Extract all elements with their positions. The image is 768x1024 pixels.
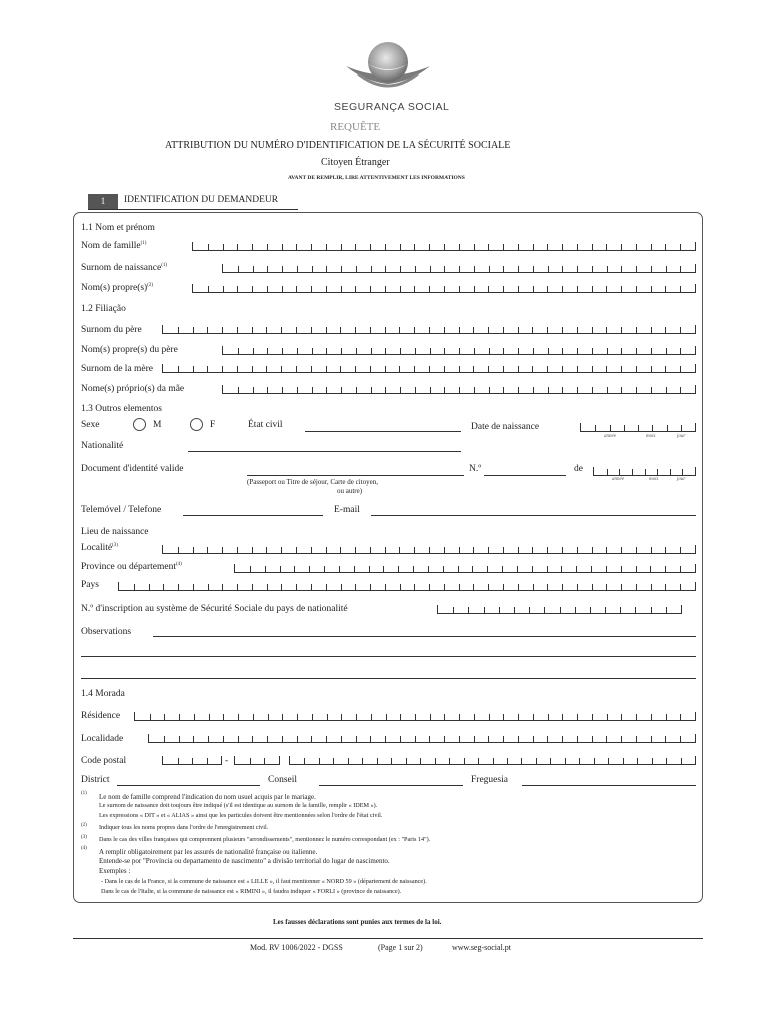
input-observations-3[interactable]: [81, 678, 696, 679]
input-email[interactable]: [371, 515, 696, 516]
label-surnom-naissance: Surnom de naissance$^{(1)}$: [81, 263, 168, 274]
label-annee: année: [604, 434, 616, 439]
label-observations: Observations: [81, 627, 132, 637]
input-surnom-naissance[interactable]: [222, 264, 696, 273]
note-1-marker: (1): [81, 791, 87, 796]
input-noms-propres[interactable]: [192, 284, 696, 293]
note-4-line-3: Exemples :: [99, 867, 131, 875]
note-3-line-1: Dans le cas des villes françaises qui comprennent plusieurs "arrondissements", mentionnez le numéro correspondant (ex : "Paris 14").: [99, 836, 431, 843]
document-hint-2: ou autre): [337, 487, 363, 495]
label-noms-propres-pere: Nom(s) propre(s) du père: [81, 345, 178, 355]
input-surnom-pere[interactable]: [162, 325, 696, 334]
legal-warning: Les fausses déclarations sont punies aux termes de la loi.: [273, 918, 442, 926]
label-noms-propres-mere: Nome(s) próprio(s) da mãe: [81, 384, 185, 394]
note-2-line-1: Indiquer tous les noms propres dans l'ordre de l'enregistrement civil.: [99, 824, 269, 831]
label-inscription: N.º d'inscription au système de Sécurité Sociale du pays de nationalité: [81, 604, 348, 614]
input-etat-civil[interactable]: [305, 431, 461, 432]
input-noms-propres-mere[interactable]: [222, 385, 696, 394]
label-residence: Résidence: [81, 711, 121, 721]
label-localite: Localité$^{(3)}$: [81, 543, 118, 554]
section-heading-filiation: 1.2 Filiação: [81, 304, 126, 314]
label-jour: jour: [677, 434, 686, 439]
label-district: District: [81, 775, 110, 785]
note-4-line-1: A remplir obligatoirement par les assurés de nationalité française ou italienne.: [99, 848, 318, 856]
input-localidade[interactable]: [148, 734, 696, 743]
page-title: ATTRIBUTION DU NUMÉRO D'IDENTIFICATION DE LA SÉCURITÉ SOCIALE: [165, 140, 511, 151]
label-nationalite: Nationalité: [81, 441, 124, 451]
label-sexe-m: M: [153, 420, 162, 430]
label-document: Document d'identité valide: [81, 464, 184, 474]
label-annee-doc: année: [612, 477, 624, 482]
label-de: de: [574, 464, 583, 474]
input-numero[interactable]: [484, 475, 566, 476]
input-surnom-mere[interactable]: [162, 364, 696, 373]
note-4-marker: (4): [81, 846, 87, 851]
note-4-line-5: Dans le cas de l'Italie, si la commune de naissance est « RIMINI », il faudra indiquer « FORLI » (province de naissance).: [101, 888, 402, 895]
radio-sexe-m[interactable]: [133, 418, 146, 431]
footer-rule: [73, 938, 703, 939]
label-sexe-f: F: [210, 420, 216, 430]
input-document[interactable]: [247, 475, 464, 476]
label-code-postal: Code postal: [81, 756, 127, 766]
section-title: IDENTIFICATION DU DEMANDEUR: [124, 195, 279, 205]
logo-text: SEGURANÇA SOCIAL: [334, 101, 450, 113]
input-date-document[interactable]: [593, 467, 696, 476]
label-conseil: Conseil: [268, 775, 298, 785]
instruction-text: AVANT DE REMPLIR, LIRE ATTENTIVEMENT LES INFORMATIONS: [288, 175, 465, 181]
footer-url: www.seg-social.pt: [452, 943, 512, 952]
note-1-line-1: Le nom de famille comprend l'indication du nom usuel acquis par le mariage.: [99, 793, 316, 801]
label-freguesia: Freguesia: [471, 775, 508, 785]
note-4-line-2: Entende-se por "Província ou departamento de nascimento" a divisão territorial do lugar de nascimento.: [99, 857, 390, 865]
page-subtitle: Citoyen Étranger: [321, 157, 390, 168]
input-localite[interactable]: [162, 545, 696, 554]
section-heading-morada: 1.4 Morada: [81, 689, 125, 699]
section-number: 1: [88, 194, 118, 209]
label-surnom-pere: Surnom du père: [81, 325, 142, 335]
document-hint-1: (Passeport ou Titre de séjour, Carte de citoyen,: [247, 478, 378, 486]
input-observations-2[interactable]: [81, 656, 696, 657]
requete-label: REQUÊTE: [330, 121, 381, 133]
footer-model: Mod. RV 1006/2022 - DGSS: [250, 943, 343, 952]
label-lieu-naissance: Lieu de naissance: [81, 527, 149, 537]
label-mois: mois: [646, 434, 656, 439]
input-district[interactable]: [117, 785, 260, 786]
code-postal-dash: -: [225, 756, 229, 766]
input-noms-propres-pere[interactable]: [222, 346, 696, 355]
note-1-line-2: Le surnom de naissance doit toujours être indiqué (s'il est identique au surnom de la famille, remplir « IDEM »).: [99, 802, 378, 809]
label-telephone: Telemóvel / Telefone: [81, 505, 162, 515]
label-province: Province ou département$^{(4)}$: [81, 562, 182, 573]
label-numero: N.º: [469, 464, 482, 474]
section-heading-outros: 1.3 Outros elementos: [81, 404, 163, 414]
label-pays: Pays: [81, 580, 99, 590]
seguranca-social-logo: [340, 40, 436, 102]
label-mois-doc: mois: [649, 477, 659, 482]
input-province[interactable]: [234, 564, 696, 573]
label-email: E-mail: [334, 505, 360, 515]
input-nom-famille[interactable]: [192, 242, 696, 251]
input-observations-1[interactable]: [153, 636, 696, 637]
label-nom-famille: Nom de famille$^{(1)}$: [81, 241, 147, 252]
input-code-postal-1[interactable]: [162, 756, 222, 765]
note-1-line-3: Les expressions « DIT » et « ALIAS » ainsi que les particules doivent être mentionnées selon l'ordre de l'état civil.: [99, 812, 383, 819]
radio-sexe-f[interactable]: [190, 418, 203, 431]
label-jour-doc: jour: [677, 477, 686, 482]
label-etat-civil: État civil: [248, 420, 283, 430]
input-inscription[interactable]: [437, 605, 682, 614]
input-code-postal-2[interactable]: [234, 756, 280, 765]
note-3-marker: (3): [81, 835, 87, 840]
section-heading-nom: 1.1 Nom et prénom: [81, 223, 155, 233]
label-surnom-mere: Surnom de la mère: [81, 364, 154, 374]
input-conseil[interactable]: [319, 785, 463, 786]
input-code-postal-3[interactable]: [289, 756, 696, 765]
footer-page: (Page 1 sur 2): [378, 943, 423, 952]
note-4-line-4: - Dans le cas de la France, si la commune de naissance est « LILLE », il faut mentionner « NORD 59 » (département de naissance).: [101, 878, 427, 885]
input-telephone[interactable]: [183, 515, 323, 516]
note-2-marker: (2): [81, 823, 87, 828]
input-residence[interactable]: [134, 712, 696, 721]
label-noms-propres: Nom(s) propre(s)$^{(2)}$: [81, 283, 154, 294]
input-pays[interactable]: [118, 582, 696, 591]
input-date-naissance[interactable]: [580, 423, 696, 432]
input-freguesia[interactable]: [522, 785, 696, 786]
label-date-naissance: Date de naissance: [471, 422, 540, 432]
label-localidade: Localidade: [81, 734, 124, 744]
label-sexe: Sexe: [81, 420, 100, 430]
input-nationalite[interactable]: [188, 451, 461, 452]
